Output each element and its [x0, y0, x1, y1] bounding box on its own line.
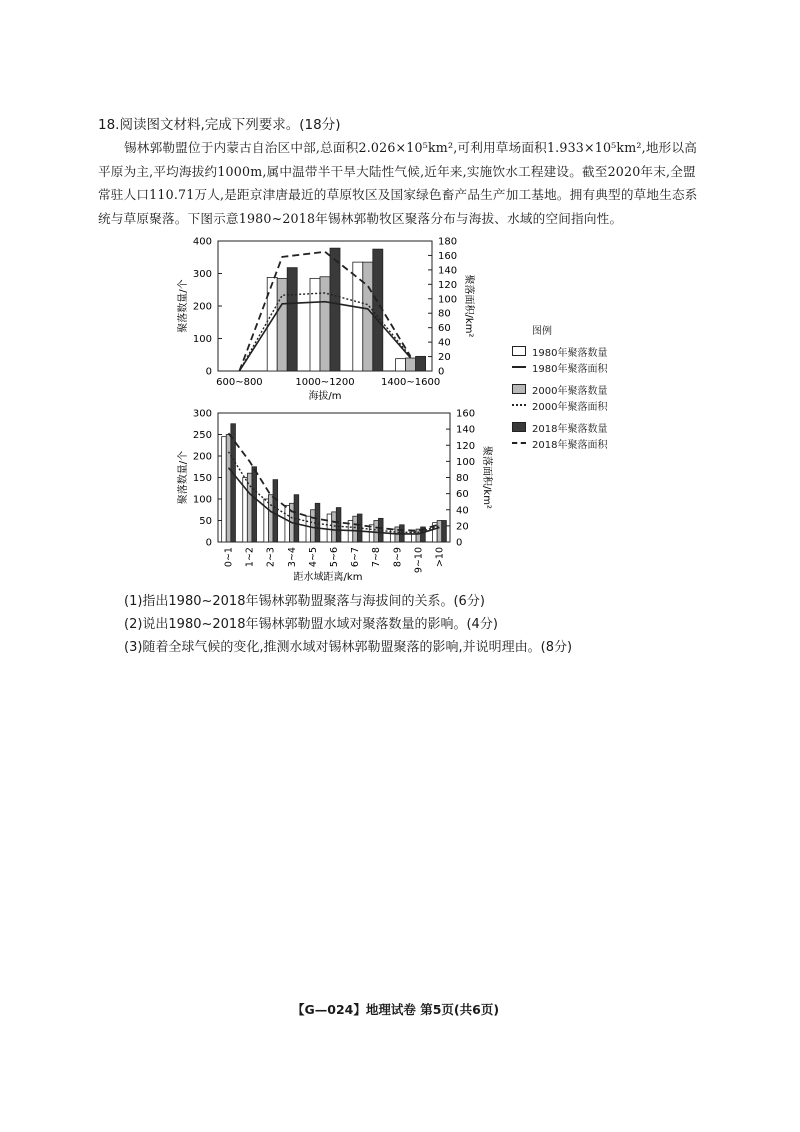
legend-item — [512, 399, 607, 411]
x-tick-label: 3~4 — [286, 547, 298, 568]
bar — [373, 249, 383, 371]
chart-legend — [512, 322, 607, 453]
legend-item — [512, 421, 607, 433]
y2-tick-label: 100 — [456, 456, 476, 468]
x-tick-label: 8~9 — [392, 547, 404, 568]
bar — [336, 508, 341, 542]
legend-label: 2018年聚落面积 — [532, 439, 608, 451]
page-footer: 【G—024】地理试卷 第5页(共6页) — [292, 1002, 500, 1017]
bar — [330, 248, 340, 371]
bar — [416, 356, 426, 371]
y2-tick-label: 100 — [438, 294, 458, 306]
legend-label: 2000年聚落数量 — [532, 385, 608, 397]
bar — [332, 512, 337, 542]
bar — [353, 262, 363, 371]
y2-tick-label: 160 — [456, 408, 476, 420]
bar — [437, 521, 442, 543]
y-tick-label: 0 — [205, 366, 212, 378]
x-tick-label: 9~10 — [413, 547, 425, 574]
x-tick-label: 2~3 — [265, 547, 277, 568]
legend-item — [512, 383, 607, 395]
y-tick-label: 100 — [192, 494, 212, 506]
legend-line — [512, 442, 526, 444]
bar — [310, 278, 320, 371]
y2-tick-label: 20 — [456, 521, 469, 533]
y-axis-label: 聚落数量/个 — [178, 450, 189, 505]
bar — [442, 521, 447, 543]
legend-swatch — [512, 422, 526, 432]
bar — [285, 505, 290, 542]
y2-tick-label: 60 — [456, 489, 469, 501]
bar — [311, 510, 316, 542]
legend-item — [512, 345, 607, 357]
y-tick-label: 300 — [192, 269, 212, 280]
x-tick-label: 600~800 — [216, 377, 263, 388]
x-tick-label: 7~8 — [371, 547, 383, 568]
y-tick-label: 100 — [192, 334, 212, 345]
y2-tick-label: 0 — [456, 537, 463, 549]
y2-axis-label: 聚落面积/km² — [481, 446, 492, 509]
y2-tick-label: 140 — [456, 424, 476, 436]
sub-question-1: (1)指出1980~2018年锡林郭勒盟聚落与海拔间的关系。(6分) — [124, 594, 485, 609]
y-axis-label: 聚落数量/个 — [178, 279, 189, 333]
y2-tick-label: 120 — [438, 279, 458, 291]
y-tick-label: 0 — [205, 537, 212, 549]
bar — [277, 278, 287, 371]
bar — [306, 516, 311, 542]
y2-tick-label: 20 — [438, 352, 451, 364]
x-tick-label: 0~1 — [223, 547, 235, 568]
legend-line — [512, 404, 526, 406]
y2-axis-label: 聚落面积/km² — [463, 274, 474, 338]
y-tick-label: 150 — [192, 473, 212, 484]
sub-question-2: (2)说出1980~2018年锡林郭勒盟水域对聚落数量的影响。(4分) — [124, 617, 498, 632]
bar — [226, 435, 231, 543]
legend-item — [512, 437, 607, 449]
bar — [231, 424, 236, 542]
y2-tick-label: 120 — [456, 440, 476, 452]
legend-swatch — [512, 384, 526, 394]
legend-label: 2018年聚落数量 — [532, 423, 608, 435]
y2-tick-label: 80 — [438, 308, 451, 320]
bar — [374, 521, 379, 543]
y2-tick-label: 180 — [438, 236, 458, 248]
x-tick-label: 4~5 — [307, 547, 319, 568]
bar — [406, 358, 416, 371]
legend-label: 1980年聚落数量 — [532, 347, 608, 359]
legend-item — [512, 361, 607, 373]
y-tick-label: 200 — [192, 451, 212, 463]
bar — [287, 268, 297, 371]
bar — [273, 480, 278, 542]
y-tick-label: 200 — [192, 301, 212, 313]
x-tick-label: 1000~1200 — [295, 377, 355, 388]
y2-tick-label: 80 — [456, 473, 469, 484]
bar — [327, 514, 332, 542]
x-tick-label: 1400~1600 — [380, 377, 441, 388]
material-paragraph: 锡林郭勒盟位于内蒙古自治区中部,总面积2.026×10⁵km²,可利用草场面积1.933×10⁵km²,地形以高平原为主,平均海拔约1000m,属中温带半干旱大陆性气候,近年来,实施饮水工程建设。截至2020年末,全盟常驻人口110.71万人,是距京津唐最近的草原牧区及国家绿色畜产品生产加工基地。拥有典型的草地生态系统与草原聚落。下图示意1980~2018年锡林郭勒牧区聚落分布与海拔、水域的空间指向性。 — [98, 140, 698, 226]
sub-question-3: (3)随着全球气候的变化,推测水域对锡林郭勒盟聚落的影响,并说明理由。(8分) — [124, 640, 573, 655]
x-tick-label: 1~2 — [244, 547, 256, 568]
legend-line — [512, 366, 526, 368]
sub-questions — [124, 590, 572, 659]
bar — [252, 467, 257, 542]
legend-label: 1980年聚落面积 — [532, 363, 608, 375]
y2-tick-label: 140 — [438, 265, 458, 277]
y2-tick-label: 0 — [438, 366, 445, 378]
y-tick-label: 50 — [199, 516, 212, 527]
x-tick-label: 5~6 — [329, 547, 340, 568]
y2-tick-label: 40 — [438, 337, 451, 349]
bar — [396, 359, 406, 371]
bar — [222, 437, 227, 542]
legend-label: 2000年聚落面积 — [532, 401, 608, 413]
x-tick-label: 6~7 — [350, 547, 362, 568]
legend-title: 图例 — [532, 326, 552, 337]
bar — [268, 495, 273, 542]
y-tick-label: 400 — [192, 236, 212, 248]
y-tick-label: 300 — [192, 408, 212, 420]
bar — [320, 277, 330, 371]
question-title: 18.阅读图文材料,完成下列要求。(18分) — [98, 117, 341, 133]
y2-tick-label: 60 — [438, 323, 451, 335]
y2-tick-label: 40 — [456, 505, 469, 517]
x-axis-label: 距水域距离/km — [293, 572, 363, 583]
x-tick-label: >10 — [434, 547, 446, 568]
bar — [363, 262, 373, 371]
legend-swatch — [512, 346, 526, 356]
bar — [353, 516, 358, 542]
y2-tick-label: 160 — [438, 250, 458, 262]
x-axis-label: 海拔/m — [308, 391, 342, 402]
y-tick-label: 250 — [192, 430, 212, 441]
